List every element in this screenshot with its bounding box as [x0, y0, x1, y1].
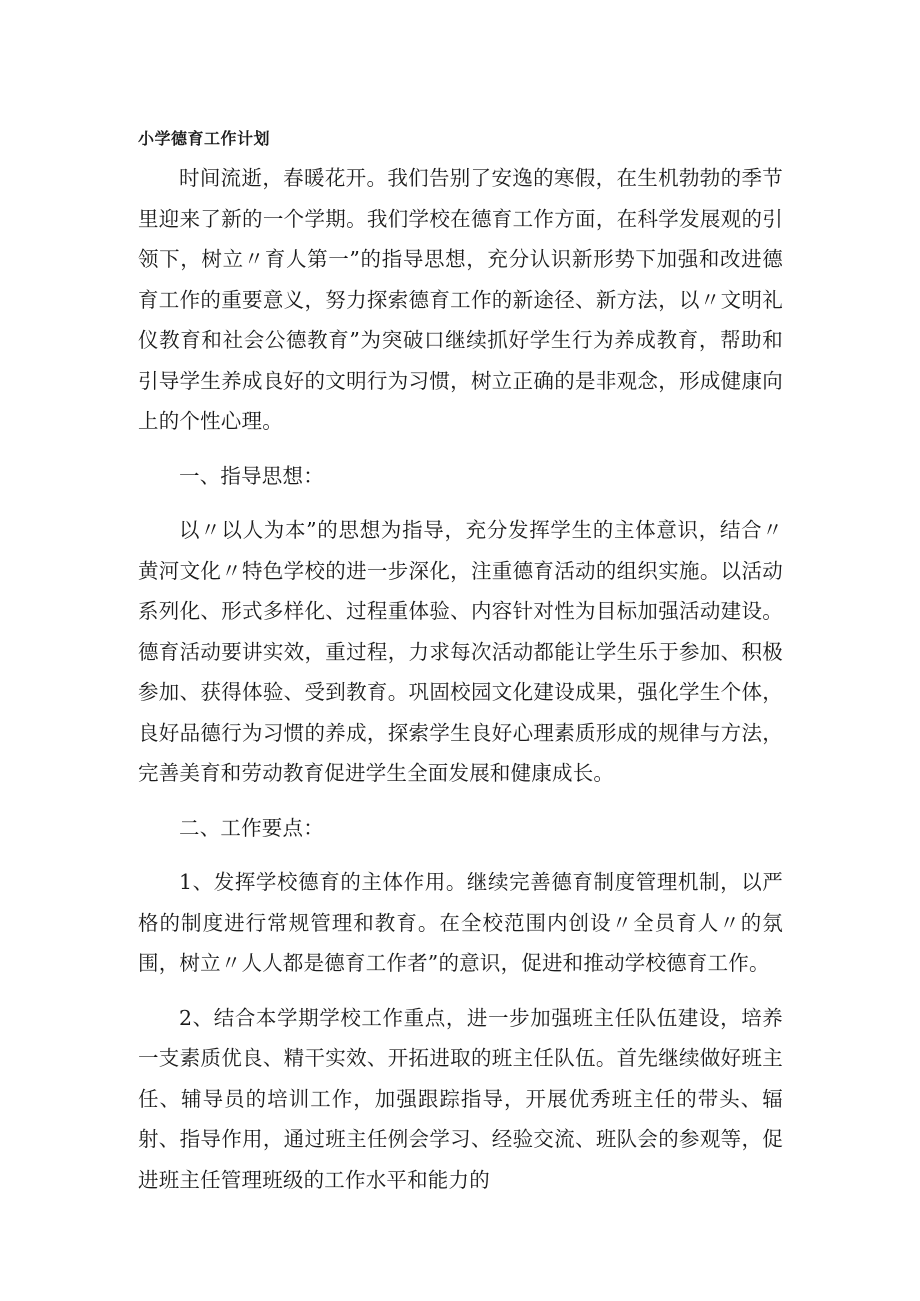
document-body: [138, 158, 783, 1214]
section-heading-work-points: 二、工作要点：: [179, 815, 324, 840]
work-point-1-paragraph: 1、发挥学校德育的主体作用。继续完善德育制度管理机制，以严格的制度进行常规管理和教育。在全校范围内创设〃全员育人〃的氛围，树立〃人人都是德育工作者”的意识，促进和推动学校德育工作。: [138, 870, 783, 975]
document-title: 小学德育工作计划: [138, 129, 271, 148]
section-heading-guiding-ideology: 一、指导思想：: [179, 463, 324, 488]
intro-paragraph: 时间流逝，春暖花开。我们告别了安逸的寒假，在生机勃勃的季节里迎来了新的一个学期。我们学校在德育工作方面，在科学发展观的引领下，树立〃育人第一”的指导思想，充分认识新形势下加强和改进德育工作的重要意义，努力探索德育工作的新途径、新方法，以〃文明礼仪教育和社会公德教育”为突破口继续抓好学生行为养成教育，帮助和引导学生养成良好的文明行为习惯，树立正确的是非观念，形成健康向上的个性心理。: [138, 166, 783, 433]
work-point-2-paragraph: 2、结合本学期学校工作重点，进一步加强班主任队伍建设，培养一支素质优良、精干实效、开拓进取的班主任队伍。首先继续做好班主任、辅导员的培训工作，加强跟踪指导，开展优秀班主任的带头、辐射、指导作用，通过班主任例会学习、经验交流、班队会的参观等，促进班主任管理班级的工作水平和能力的: [138, 1005, 783, 1192]
guiding-ideology-paragraph: 以〃以人为本”的思想为指导，充分发挥学生的主体意识，结合〃黄河文化〃特色学校的进一步深化，注重德育活动的组织实施。以活动系列化、形式多样化、过程重体验、内容针对性为目标加强活动建设。德育活动要讲实效，重过程，力求每次活动都能让学生乐于参加、积极参加、获得体验、受到教育。巩固校园文化建设成果，强化学生个体，良好品德行为习惯的养成，探索学生良好心理素质形成的规律与方法，完善美育和劳动教育促进学生全面发展和健康成长。: [138, 518, 783, 785]
